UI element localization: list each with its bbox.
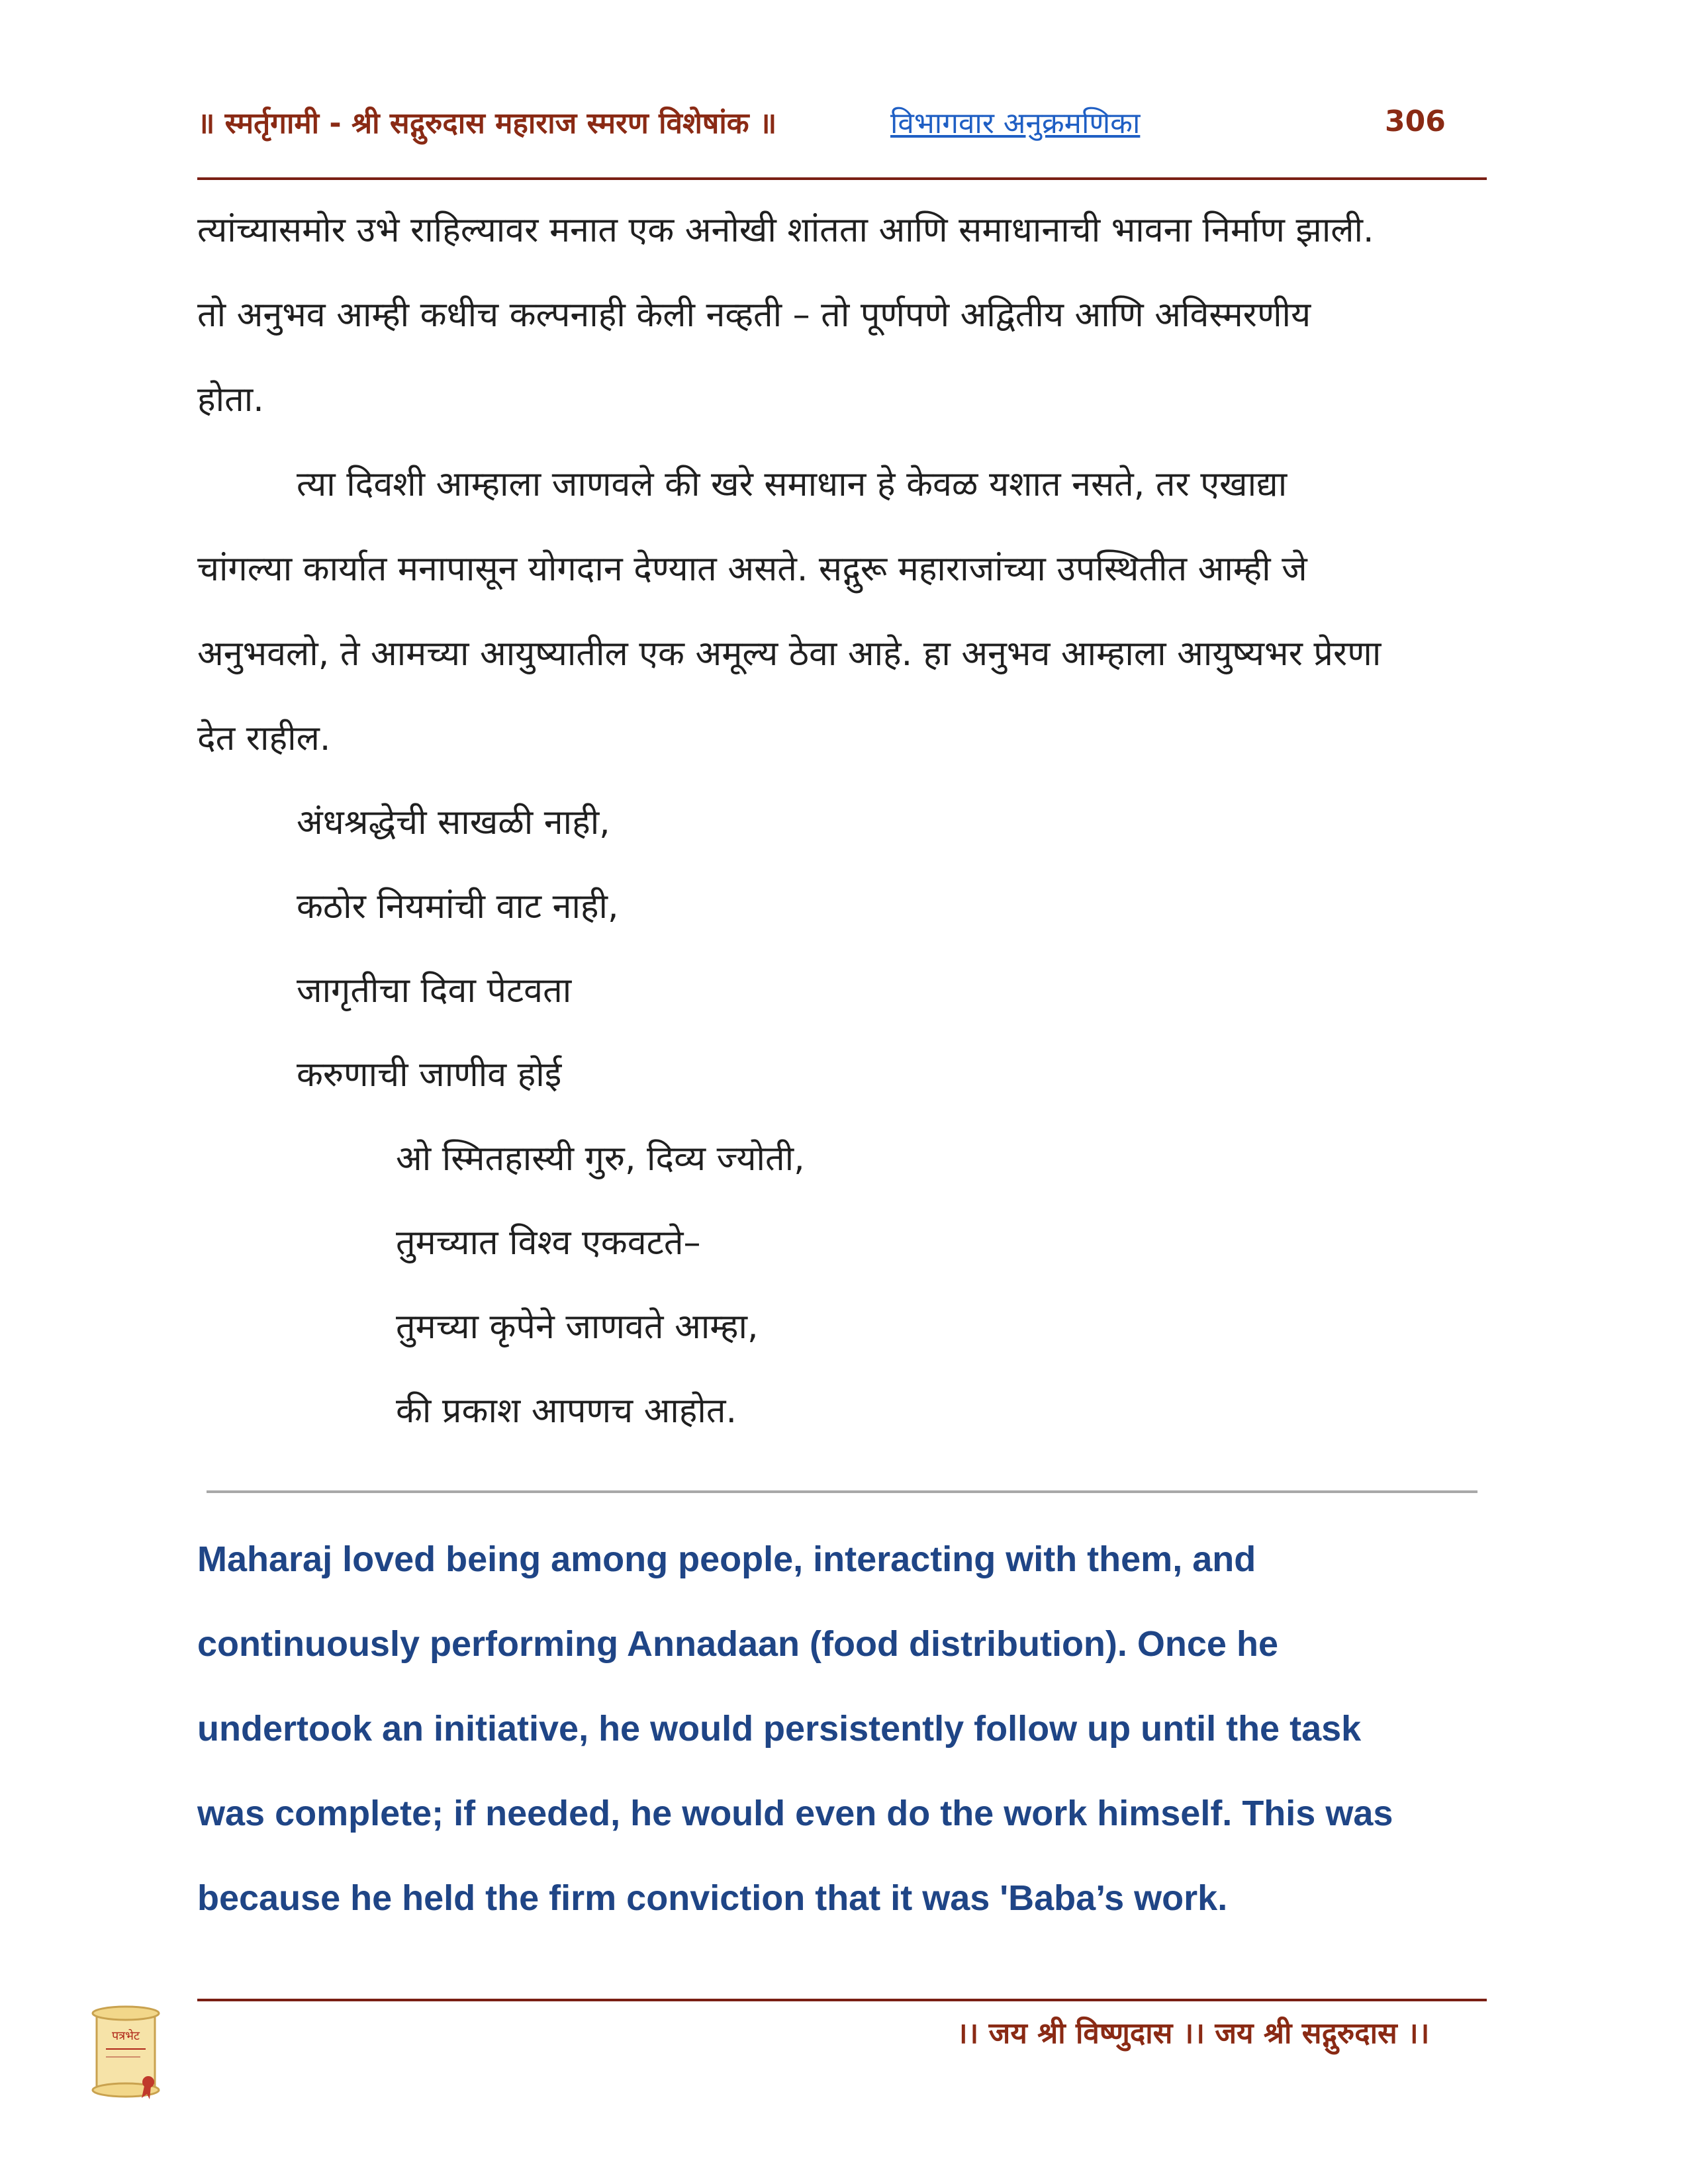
section-divider	[207, 1490, 1477, 1493]
paragraph-line: देत राहील.	[197, 719, 331, 758]
poem-line: ओ स्मितहास्यी गुरु, दिव्य ज्योती,	[396, 1139, 805, 1179]
logo-title: पत्रभेट	[112, 2029, 140, 2043]
section-index-link[interactable]: विभागवार अनुक्रमणिका	[890, 107, 1141, 140]
footer-invocation: ।। जय श्री विष्णुदास ।। जय श्री सद्गुरुदास ।।	[957, 2017, 1430, 2050]
footer-divider	[197, 1999, 1487, 2001]
poem-line: करुणाची जाणीव होई	[297, 1055, 562, 1095]
poem-line: तुमच्यात विश्व एकवटते–	[396, 1223, 701, 1263]
issue-title: ॥ स्मर्तृगामी - श्री सद्गुरुदास महाराज स्मरण विशेषांक ॥	[197, 107, 777, 140]
scroll-icon	[87, 2004, 165, 2102]
poem-line: की प्रकाश आपणच आहोत.	[396, 1391, 737, 1431]
english-line: Maharaj loved being among people, interacting with them, and	[197, 1539, 1256, 1579]
english-line: undertook an initiative, he would persistently follow up until the task	[197, 1709, 1362, 1749]
paragraph-line: त्या दिवशी आम्हाला जाणवले की खरे समाधान हे केवळ यशात नसते, तर एखाद्या	[297, 465, 1288, 504]
english-line: continuously performing Annadaan (food distribution). Once he	[197, 1624, 1278, 1664]
poem-line: तुमच्या कृपेने जाणवते आम्हा,	[396, 1307, 759, 1347]
page-number: 306	[1385, 105, 1446, 138]
poem-line: कठोर नियमांची वाट नाही,	[297, 887, 619, 927]
paragraph-line: अनुभवलो, ते आमच्या आयुष्यातील एक अमूल्य ठेवा आहे. हा अनुभव आम्हाला आयुष्यभर प्रेरणा	[197, 634, 1382, 674]
english-line: because he held the firm conviction that it was 'Baba’s work.	[197, 1878, 1228, 1918]
paragraph-line: तो अनुभव आम्ही कधीच कल्पनाही केली नव्हती – तो पूर्णपणे अद्वितीय आणि अविस्मरणीय	[197, 295, 1311, 335]
poem-line: जागृतीचा दिवा पेटवता	[297, 971, 572, 1011]
paragraph-line: चांगल्या कार्यात मनापासून योगदान देण्यात असते. सद्गुरू महाराजांच्या उपस्थितीत आम्ही जे	[197, 549, 1307, 589]
paragraph-line: होता.	[197, 380, 264, 420]
poem-line: अंधश्रद्धेची साखळी नाही,	[297, 803, 610, 842]
english-line: was complete; if needed, he would even do the work himself. This was	[197, 1794, 1393, 1833]
paragraph-line: त्यांच्यासमोर उभे राहिल्यावर मनात एक अनोखी शांतता आणि समाधानाची भावना निर्माण झाली.	[197, 210, 1374, 250]
header-divider	[197, 177, 1487, 180]
